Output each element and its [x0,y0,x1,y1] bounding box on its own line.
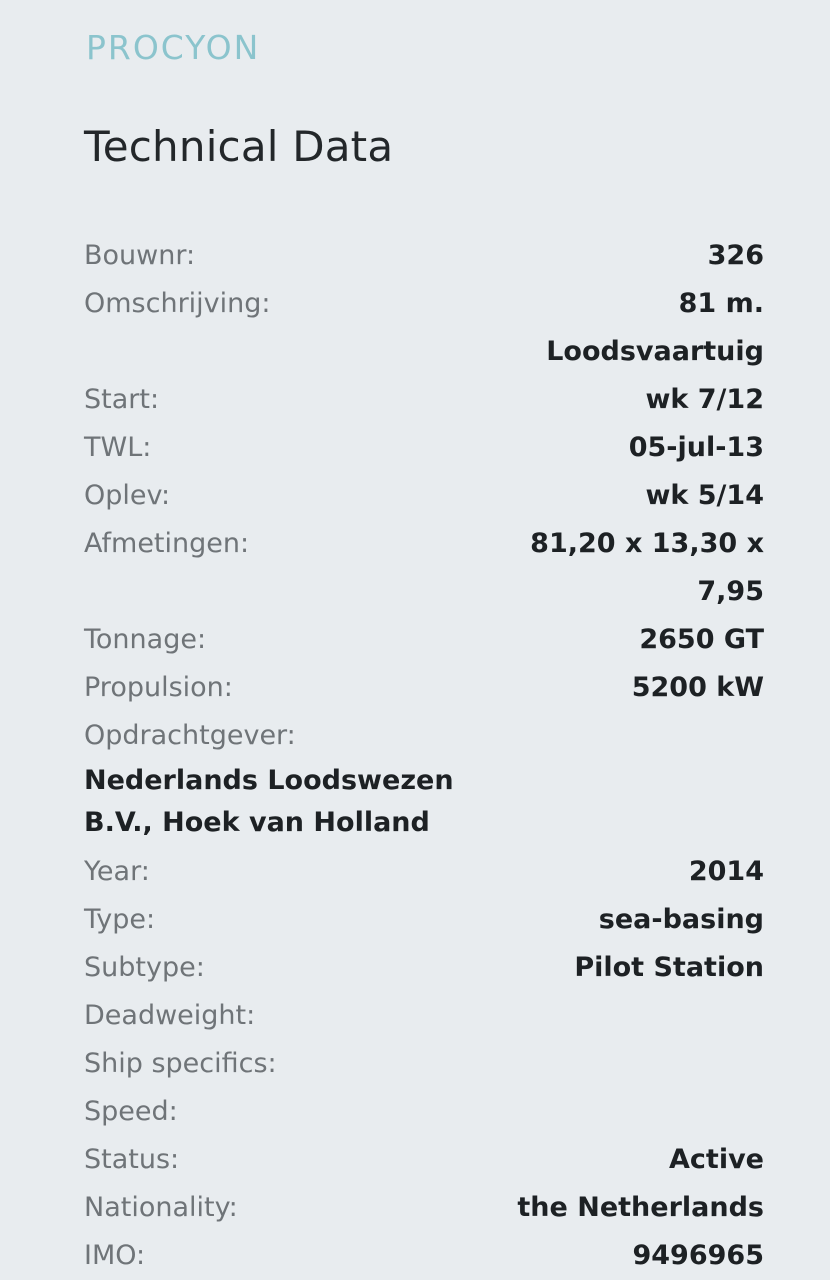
spec-label: Opdrachtgever: [84,719,296,751]
spec-value [507,992,764,1040]
spec-label: Speed: [84,1095,178,1127]
spec-value [507,1040,764,1088]
spec-value: 5200 kW [631,671,764,703]
table-row [84,896,764,944]
spec-label: Bouwnr: [84,239,196,271]
spec-label: Oplev: [84,479,171,511]
spec-value: wk 7/12 [645,383,764,415]
spec-label: Status: [84,1143,180,1175]
spec-label: Type: [84,903,156,935]
table-row [84,1040,764,1088]
spec-label: Propulsion: [84,671,233,703]
spec-label: IMO: [84,1239,146,1271]
table-row [84,1184,764,1232]
page-title: Technical Data [84,121,394,171]
table-row [84,944,764,992]
spec-label: Nationality: [84,1191,238,1223]
technical-data-rows [84,232,764,1280]
table-row [84,472,764,520]
spec-label: Year: [84,855,150,887]
spec-value: wk 5/14 [645,479,764,511]
brand-wordmark: PROCYON [86,28,261,67]
table-row [84,760,764,848]
spec-label: Omschrijving: [84,287,271,319]
spec-value: 05-jul-13 [628,431,764,463]
spec-value: 326 [707,239,764,271]
spec-label: Subtype: [84,951,205,983]
table-row [84,1088,764,1136]
table-row [84,616,764,664]
table-row [84,1232,764,1280]
table-row [84,992,764,1040]
spec-label: Start: [84,383,160,415]
spec-label: Deadweight: [84,999,256,1031]
spec-value: the Netherlands [517,1191,764,1223]
spec-label: Ship specifics: [84,1047,277,1079]
table-row [84,712,764,760]
spec-value: 2650 GT [639,623,764,655]
spec-label: Afmetingen: [84,527,250,559]
spec-value: 81 m. Loodsvaartuig [546,287,764,367]
table-row [84,1136,764,1184]
table-row [84,376,764,424]
spec-label: TWL: [84,431,152,463]
table-row [84,280,764,376]
table-row [84,520,764,616]
spec-value: 81,20 x 13,30 x 7,95 [530,527,764,607]
table-row [84,232,764,280]
spec-value: sea-basing [598,903,764,935]
technical-data-table [84,232,764,1280]
spec-value: Nederlands Loodswezen B.V., Hoek van Holland [84,764,454,838]
spec-label: Tonnage: [84,623,207,655]
spec-value: 2014 [688,855,764,887]
table-row [84,664,764,712]
table-row [84,848,764,896]
spec-value [507,1088,764,1136]
spec-value: Pilot Station [574,951,764,983]
spec-value: 9496965 [632,1239,764,1271]
table-row [84,424,764,472]
spec-value: Active [669,1143,764,1175]
